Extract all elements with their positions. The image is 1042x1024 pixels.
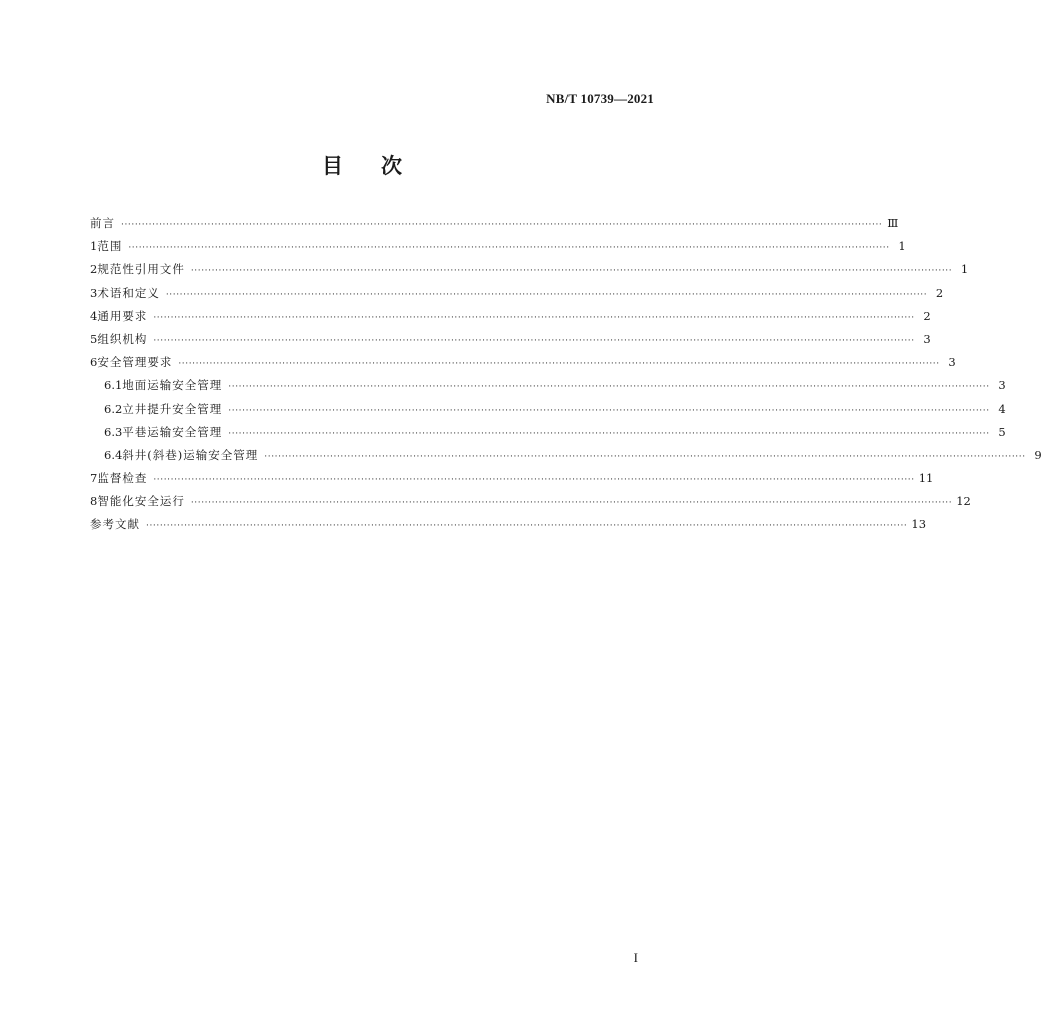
toc-leader-dots: ····························································································································································································································	[264, 451, 1026, 462]
toc-entry-number: 4	[90, 308, 98, 323]
page-title: 目次	[322, 154, 440, 178]
toc-entry-label: 智能化安全运行	[97, 494, 185, 509]
toc-entry-label: 范围	[97, 239, 123, 254]
toc-entry-page: 3	[948, 355, 956, 370]
toc-entry-label: 立井提升安全管理	[122, 401, 223, 416]
toc-entry-label: 组织机构	[97, 331, 148, 346]
toc-entry-number: 6.4	[104, 447, 123, 462]
toc-entry-surface-transport[interactable]	[90, 374, 1006, 397]
toc-entry-organization[interactable]	[90, 328, 931, 351]
toc-leader-dots: ····························································································································································································································	[128, 243, 890, 254]
toc-entry-label: 安全管理要求	[97, 355, 173, 370]
toc-entry-terms-definitions[interactable]	[90, 282, 944, 305]
toc-entry-shaft-hoisting[interactable]	[90, 398, 1006, 421]
toc-entry-number: 1	[90, 239, 98, 254]
toc-leader-dots: ····························································································································································································································	[153, 312, 915, 323]
page-number: I	[633, 950, 638, 965]
toc-entry-number: 8	[90, 494, 98, 509]
toc-entry-intelligent-operation[interactable]	[90, 490, 971, 513]
toc-leader-dots: ····························································································································································································································	[228, 405, 990, 416]
toc-entry-page: 1	[960, 262, 969, 277]
toc-entry-label: 监督检查	[97, 471, 148, 486]
toc-entry-scope[interactable]	[90, 235, 906, 258]
standard-number: NB/T 10739—2021	[546, 91, 654, 106]
toc-entry-page: 13	[911, 517, 927, 532]
toc-entry-incline-transport[interactable]	[90, 444, 1042, 467]
toc-leader-dots: ····························································································································································································································	[165, 289, 928, 300]
toc-entry-label: 地面运输安全管理	[122, 378, 223, 393]
toc-entry-label: 斜井(斜巷)运输安全管理	[122, 447, 259, 462]
toc-entry-normative-references[interactable]	[90, 258, 969, 281]
table-of-contents	[90, 212, 1042, 537]
toc-entry-page: 3	[923, 331, 931, 346]
toc-entry-general-requirements[interactable]	[90, 305, 931, 328]
toc-entry-label: 术语和定义	[97, 285, 160, 300]
toc-leader-dots: ····························································································································································································································	[153, 475, 915, 486]
toc-entry-page: 12	[956, 494, 971, 509]
toc-leader-dots: ····························································································································································································································	[228, 428, 990, 439]
toc-leader-dots: ····························································································································································································································	[190, 266, 953, 277]
toc-entry-number: 7	[90, 471, 98, 486]
toc-entry-page: Ⅲ	[887, 216, 899, 230]
toc-entry-number: 6	[90, 355, 98, 370]
toc-entry-page: 2	[935, 285, 944, 300]
toc-entry-page: 4	[998, 401, 1006, 416]
toc-entry-label: 通用要求	[97, 308, 148, 323]
toc-entry-number: 6.2	[104, 401, 123, 416]
toc-entry-safety-management[interactable]	[90, 351, 956, 374]
toc-entry-label: 规范性引用文件	[97, 262, 185, 277]
toc-entry-label: 前言	[90, 216, 115, 230]
toc-entry-foreword[interactable]	[90, 212, 899, 235]
toc-leader-dots: ····························································································································································································································	[178, 359, 940, 370]
toc-entry-page: 11	[918, 471, 934, 486]
toc-entry-roadway-transport[interactable]	[90, 421, 1006, 444]
toc-entry-number: 6.3	[104, 424, 123, 439]
toc-entry-page: 2	[923, 308, 931, 323]
toc-entry-number: 6.1	[104, 378, 123, 393]
toc-entry-supervision[interactable]	[90, 467, 934, 490]
toc-leader-dots: ····························································································································································································································	[190, 498, 953, 509]
toc-entry-label: 参考文献	[90, 517, 140, 532]
toc-entry-page: 9	[1034, 447, 1042, 462]
toc-leader-dots: ····························································································································································································································	[153, 335, 915, 346]
toc-entry-page: 1	[898, 239, 906, 254]
toc-entry-number: 3	[90, 285, 98, 300]
toc-entry-label: 平巷运输安全管理	[122, 424, 223, 439]
toc-entry-page: 3	[998, 378, 1006, 393]
toc-leader-dots: ····························································································································································································································	[146, 521, 908, 532]
toc-leader-dots: ····························································································································································································································	[121, 220, 883, 230]
toc-leader-dots: ····························································································································································································································	[228, 382, 990, 393]
toc-entry-number: 5	[90, 331, 98, 346]
toc-entry-page: 5	[998, 424, 1006, 439]
toc-entry-bibliography[interactable]	[90, 513, 927, 536]
toc-entry-number: 2	[90, 262, 98, 277]
